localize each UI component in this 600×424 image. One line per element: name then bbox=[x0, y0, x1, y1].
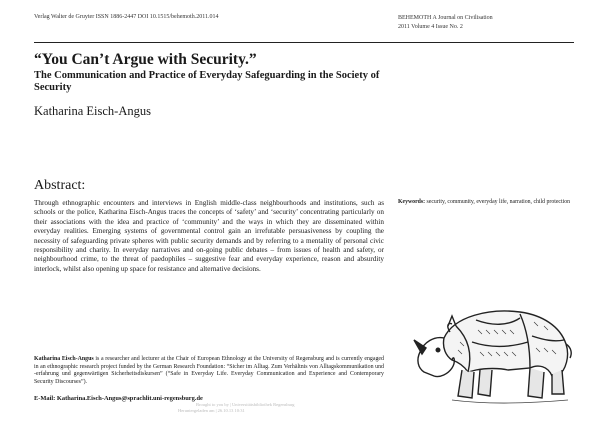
issue-info: 2011 Volume 4 Issue No. 2 bbox=[398, 24, 463, 30]
bio-author-name: Katharina Eisch-Angus bbox=[34, 356, 94, 362]
keywords bbox=[398, 199, 574, 207]
keywords-label: Keywords: bbox=[398, 199, 426, 205]
email-address[interactable]: Katharina.Eisch-Angus@sprachlit.uni-regensburg.de bbox=[56, 395, 203, 402]
abstract-heading: Abstract: bbox=[34, 178, 86, 193]
author-name: Katharina Eisch-Angus bbox=[34, 104, 151, 118]
keywords-text: security, community, everyday life, narration, child protection bbox=[426, 199, 570, 205]
bio-text: is a researcher and lecturer at the Chair of European Ethnology at the University of Regensburg and is currently engaged in an ethnographic research project funded by the German Research Foundation: “Sicher im Alltag. Zum Verhältnis von Alltagskommunikation und -erfahrung und gegenwärtigen Sicherheitsdiskursen” (“Safe in Everyday Life. Everyday Communication and Experience and Contemporary Security Discourses”). bbox=[34, 356, 384, 385]
journal-name: BEHEMOTH A Journal on Civilisation bbox=[398, 15, 493, 21]
email-line bbox=[34, 395, 203, 402]
author-bio bbox=[34, 356, 384, 386]
rhinoceros-woodcut-image bbox=[412, 296, 574, 408]
download-stamp-line2: Heruntergeladen am | 26.10.13 10:31 bbox=[178, 408, 245, 413]
download-stamp-line1: Brought to you by | Universitätsbibliothek Regensburg bbox=[196, 402, 295, 407]
publisher-line: Verlag Walter de Gruyter ISSN 1886-2447 DOI 10.1515/behemoth.2011.014 bbox=[34, 14, 219, 20]
article-title: “You Can’t Argue with Security.” bbox=[34, 51, 257, 68]
journal-info bbox=[398, 14, 493, 32]
article-subtitle: The Communication and Practice of Everyday Safeguarding in the Society of Security bbox=[34, 70, 380, 93]
abstract-text: Through ethnographic encounters and interviews in English middle-class neighbourhoods and institutions, such as schools or the police, Katharina Eisch-Angus traces the concepts of ‘safety’ and ‘security’ concentrating particularly on their associations with the idea and practice of ‘community’ and the ways in which they are disseminated within everyday realities. Emerging systems of governmental control gain an irrefutable persuasiveness by coupling the necessity of safeguarding private spheres with public security demands and by referring to a mentality of personal civic responsibility and charity. In everyday narratives and on-going public debates – from issues of health and safety, or neighbourhood crime, to the threat of paedophiles – suggestive fear and everyday experience, reason and absurdity interlock, whilst also opening up space for resistance and alternative decisions. bbox=[34, 199, 384, 273]
header-rule bbox=[34, 42, 574, 43]
email-label: E-Mail: bbox=[34, 395, 56, 402]
